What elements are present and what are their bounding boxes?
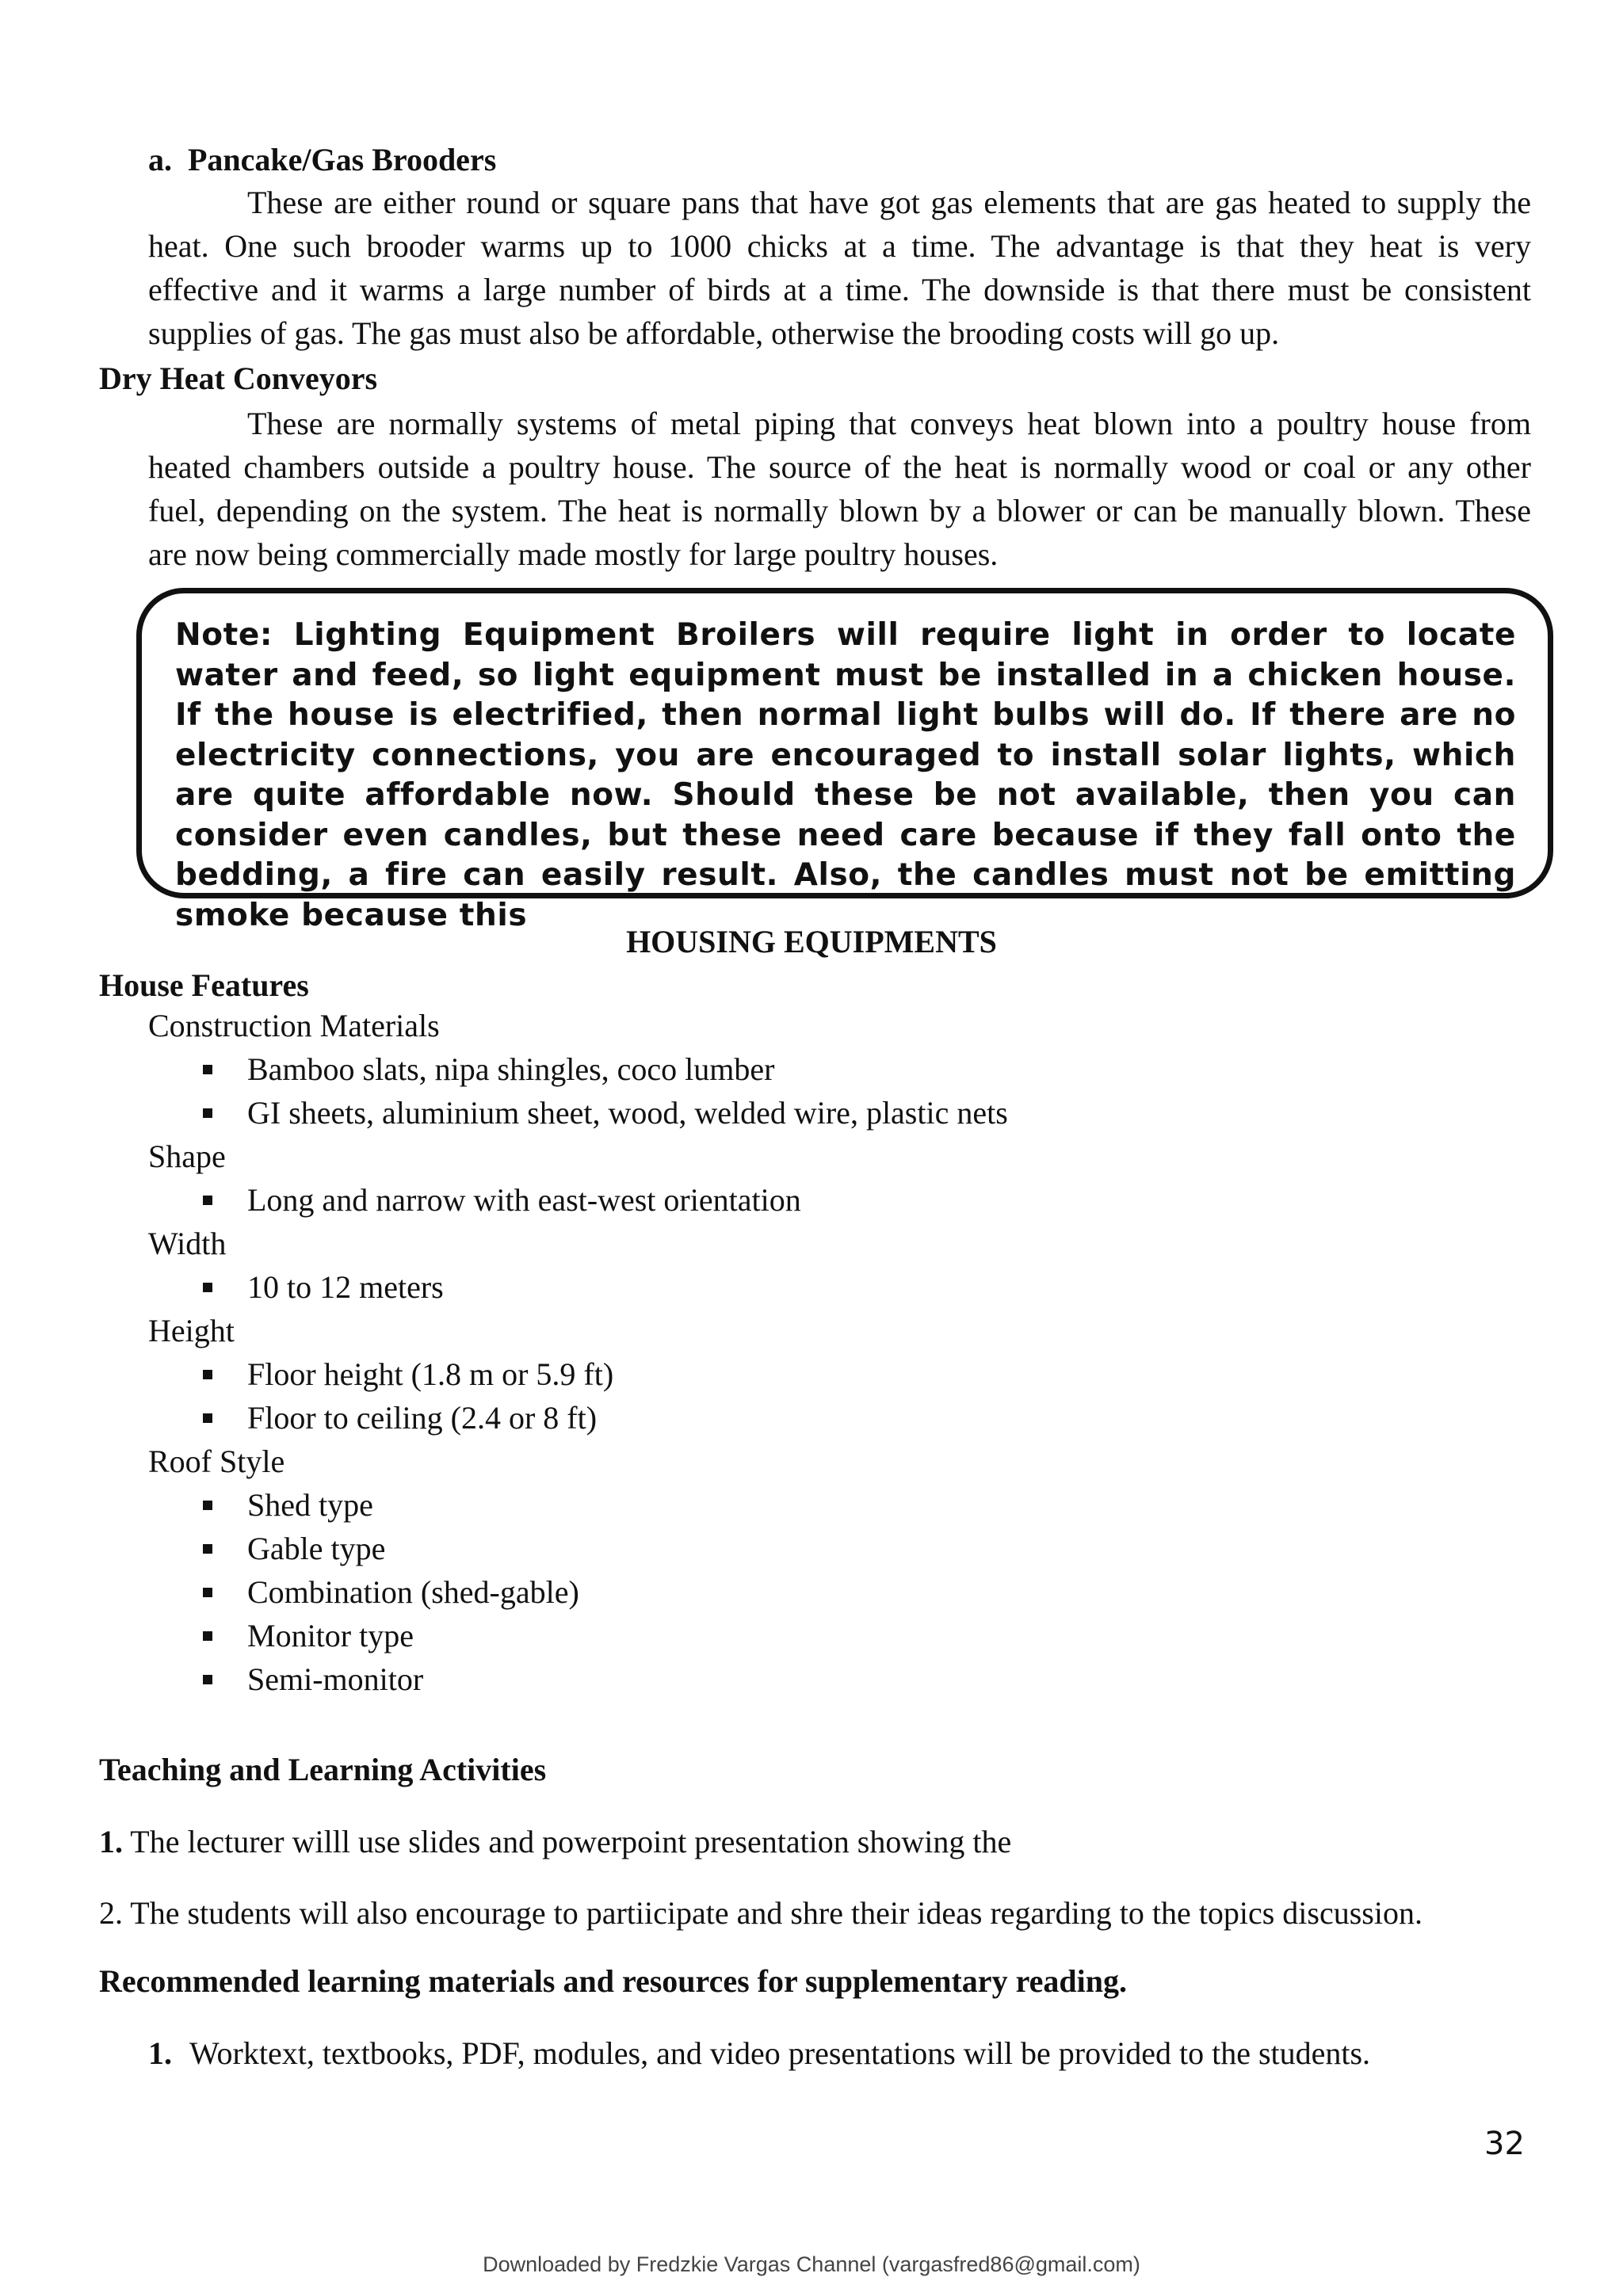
square-bullet-icon xyxy=(203,1631,212,1641)
list-item-text: Monitor type xyxy=(247,1618,414,1653)
square-bullet-icon xyxy=(203,1501,212,1510)
activities-heading: Teaching and Learning Activities xyxy=(99,1752,547,1787)
square-bullet-icon xyxy=(203,1108,212,1118)
list-item-text: Combination (shed-gable) xyxy=(247,1574,579,1610)
feature-items xyxy=(247,1265,1337,1309)
feature-label: Shape xyxy=(148,1138,226,1174)
feature-label: Construction Materials xyxy=(148,1008,440,1043)
list-item xyxy=(247,1091,1337,1135)
note-text: Note: Lighting Equipment Broilers will require light in order to locate water and feed, so light equipment must be installed in a chicken house. If the house is electrified, then normal light bulbs will do. If there are no electricity connections, you are encouraged to install solar lights, which are quite affordable now. Should these be not available, then you can consider even candles, but these need care because if they fall onto the bedding, a fire can easily result. Also, the candles must not be emitting smoke because this xyxy=(175,617,1516,933)
square-bullet-icon xyxy=(203,1065,212,1074)
brooders-heading: a. Pancake/Gas Brooders xyxy=(148,142,497,177)
brooders-section xyxy=(148,139,1531,355)
list-item xyxy=(247,1527,1337,1570)
feature-items xyxy=(247,1352,1337,1440)
materials-heading: Recommended learning materials and resources for supplementary reading. xyxy=(99,1963,1127,1999)
list-item-text: Gable type xyxy=(247,1531,386,1566)
feature-items xyxy=(247,1483,1337,1701)
list-item xyxy=(247,1352,1337,1396)
feature-items xyxy=(247,1178,1337,1222)
conveyors-heading: Dry Heat Conveyors xyxy=(99,360,378,396)
feature-label: Width xyxy=(148,1226,227,1261)
house-features-list xyxy=(148,1004,1337,1701)
list-item xyxy=(247,1657,1337,1701)
list-item xyxy=(247,1396,1337,1440)
conveyors-line: These are normally systems of metal piping that conveys heat blown into a poultry house from xyxy=(247,406,1531,441)
list-item xyxy=(247,1614,1337,1657)
brooders-line: These are either round or square pans that have got gas elements that are gas heated to supply the xyxy=(247,185,1531,220)
note-box xyxy=(136,588,1553,933)
conveyors-line: heated chambers outside a poultry house. The source of the heat is normally wood or coal or any other xyxy=(148,449,1531,485)
activity-item-1 xyxy=(99,1820,1011,1863)
list-item-text: Floor height (1.8 m or 5.9 ft) xyxy=(247,1356,614,1392)
list-item-text: 10 to 12 meters xyxy=(247,1269,444,1305)
square-bullet-icon xyxy=(203,1370,212,1379)
square-bullet-icon xyxy=(203,1544,212,1554)
square-bullet-icon xyxy=(203,1675,212,1684)
list-item xyxy=(247,1047,1337,1091)
activity-item-1-number: 1. xyxy=(99,1824,123,1859)
list-item-text: Shed type xyxy=(247,1487,373,1523)
brooders-line: supplies of gas. The gas must also be affordable, otherwise the brooding costs will go up. xyxy=(148,315,1280,351)
feature-label: Height xyxy=(148,1313,235,1348)
activity-item-2: 2. The students will also encourage to partiicipate and shre their ideas regarding to the topics discussion. xyxy=(99,1895,1423,1931)
conveyors-section xyxy=(148,402,1531,576)
page-number: 32 xyxy=(1484,2126,1525,2162)
list-item-text: GI sheets, aluminium sheet, wood, welded wire, plastic nets xyxy=(247,1095,1008,1131)
house-features-heading: House Features xyxy=(99,967,309,1003)
list-item xyxy=(247,1265,1337,1309)
brooders-line: heat. One such brooder warms up to 1000 chicks at a time. The advantage is that they heat is very xyxy=(148,228,1531,264)
list-item xyxy=(247,1570,1337,1614)
brooders-line: effective and it warms a large number of birds at a time. The downside is that there must be consistent xyxy=(148,272,1531,307)
housing-title: HOUSING EQUIPMENTS xyxy=(626,924,997,959)
brooders-paragraph xyxy=(148,181,1531,355)
list-item-text: Bamboo slats, nipa shingles, coco lumber xyxy=(247,1051,775,1087)
square-bullet-icon xyxy=(203,1196,212,1205)
conveyors-line: are now being commercially made mostly for large poultry houses. xyxy=(148,536,999,572)
conveyors-paragraph xyxy=(148,402,1531,576)
download-footer: Downloaded by Fredzkie Vargas Channel (vargasfred86@gmail.com) xyxy=(483,2252,1140,2276)
materials-item-1-text: Worktext, textbooks, PDF, modules, and video presentations will be provided to the students. xyxy=(189,2035,1371,2071)
square-bullet-icon xyxy=(203,1283,212,1292)
square-bullet-icon xyxy=(203,1588,212,1597)
conveyors-line: fuel, depending on the system. The heat is normally blown by a blower or can be manually blown. These xyxy=(148,493,1531,528)
list-item xyxy=(247,1483,1337,1527)
list-item-text: Floor to ceiling (2.4 or 8 ft) xyxy=(247,1400,598,1436)
list-item xyxy=(247,1178,1337,1222)
list-item-text: Long and narrow with east-west orientation xyxy=(247,1182,801,1218)
list-item-text: Semi-monitor xyxy=(247,1661,424,1697)
materials-item-1 xyxy=(148,2031,1370,2075)
activity-item-1-text: The lecturer willl use slides and powerpoint presentation showing the xyxy=(123,1824,1012,1859)
feature-label: Roof Style xyxy=(148,1444,285,1479)
materials-item-1-number: 1. xyxy=(148,2035,172,2071)
feature-items xyxy=(247,1047,1337,1135)
square-bullet-icon xyxy=(203,1413,212,1423)
